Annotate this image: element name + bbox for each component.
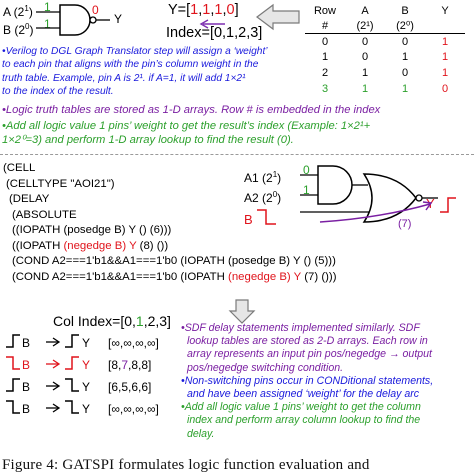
note-weight-assignment: •Verilog to DGL Graph Translator step will assign a ‘weight’ to each pin that aligns with the pin’s column weight in the truth table. Example, pin A is 2¹. if A=1, it will add 1×2¹ to the index of the result. [2,46,268,98]
cell-b: 0 [401,66,409,79]
pin-b-label: B [244,212,253,227]
table-row [305,34,465,50]
pin-b-label: B $(2^0)$ [3,22,34,37]
figure-caption: Figure 4: GATSPI formulates logic function evaluation and [2,457,370,473]
header-a-sub: (2¹) [356,19,374,32]
truth-table [305,3,465,96]
delay-row-to: Y [82,336,91,350]
code-line: ((IOPATH (negedge B) Y (8) ()) [12,239,169,252]
note-column-lookup: •Add all logic value 1 pins’ weight to get the column index and perform array column lookup to find the delay. [181,401,421,440]
pin-b-value: 1 [44,17,51,31]
header-row: Row [313,4,336,17]
code-line: (ABSOLUTE [12,208,77,221]
cell-a: 1 [361,82,369,95]
cell-row: 1 [321,51,329,64]
cell-y: 1 [441,35,449,48]
pin-a2-label: A2 $(2^0)$ [244,190,282,205]
pin-a1-value: 0 [303,163,310,177]
output-y-label: Y [114,12,123,26]
delay-row-from: B [22,358,31,372]
pin-a-label: A $(2^1)$ [3,4,33,19]
table-row [305,65,465,81]
header-y-sub [425,18,465,34]
delay-row-values: [6,5,6,6] [108,380,152,394]
header-b-sub: (2⁰) [396,20,414,32]
cell-row: 0 [321,35,329,48]
section-divider [0,154,474,155]
note-non-switching-pins: •Non-switching pins occur in CONDitional statements, and have been assigned ‘weight’ for the delay arc [181,374,434,401]
code-line: (COND A2===1'b1&&A1===1'b0 (IOPATH (negedge B) Y (7) ())) [12,270,337,283]
cell-y: 1 [441,66,449,79]
code-line: ((IOPATH (posedge B) Y () (6))) [12,224,172,236]
code-line: (CELL [3,162,36,174]
delay-row-values: [8,7,8,8] [108,358,152,372]
bottom-notes [181,322,433,441]
cell-y: 0 [441,82,449,95]
output-value: 0 [92,3,99,17]
y-result-array: Y=[1,1,1,0] [168,2,239,18]
delay-row-from: B [22,402,31,416]
delay-row-values: [∞,∞,∞,∞] [108,402,159,416]
aoi-gate-symbol [240,160,474,240]
delay-row-to: Y [82,380,91,394]
cell-a: 1 [361,66,369,79]
pin-a1-label: A1 $(2^1)$ [244,170,282,185]
pin-a2-value: 1 [303,183,310,197]
note-1d-arrays: •Logic truth tables are stored as 1-D arrays. Row # is embedded in the index [2,104,381,116]
header-b: B [401,4,409,17]
delay-row-values: [∞,∞,∞,∞] [108,336,159,350]
table-row [305,81,465,97]
note-sdf-2d-arrays: •SDF delay statements implemented similarly. SDF lookup tables are stored as 2-D arrays. Each row in array represents an input pin pos/negedge → output pos/negedge switching condition. [181,322,432,374]
index-array: Index=[0,1,2,3] [166,25,263,41]
nand-gate-symbol [0,0,123,40]
code-line: (DELAY [9,193,50,205]
header-a: A [361,4,369,17]
output-y-label: Y [426,196,435,211]
delay-row-from: B [22,336,31,350]
code-line: (COND A2===1'b1&&A1===1'b0 (IOPATH (posedge B) Y () (5))) [12,255,336,267]
header-y: Y [441,4,449,17]
table-row [305,50,465,66]
header-row-sub: # [321,19,329,32]
code-line: (CELLTYPE "AOI21") [6,177,115,190]
cell-a: 0 [361,51,369,64]
cell-b: 1 [401,82,409,95]
delay-row-from: B [22,380,31,394]
cell-y: 1 [441,51,449,64]
delay-row-to: Y [82,358,91,372]
cell-row: 2 [321,66,329,79]
note-add-weights: •Add all logic value 1 pins’ weight to get the result’s index (Example: 1×2¹+ 1×2⁰=3) and perform 1-D array lookup to find the result (0). [2,120,371,146]
delay-value-label: (7) [398,218,412,230]
cell-b: 1 [401,51,409,64]
pin-a-value: 1 [44,0,51,14]
big-left-arrow-icon [255,3,301,31]
cell-a: 0 [361,35,369,48]
delay-row-to: Y [82,402,91,416]
col-index-array: Col Index=[0,1,2,3] [53,313,171,329]
cell-row: 3 [321,82,329,95]
cell-b: 0 [401,35,409,48]
